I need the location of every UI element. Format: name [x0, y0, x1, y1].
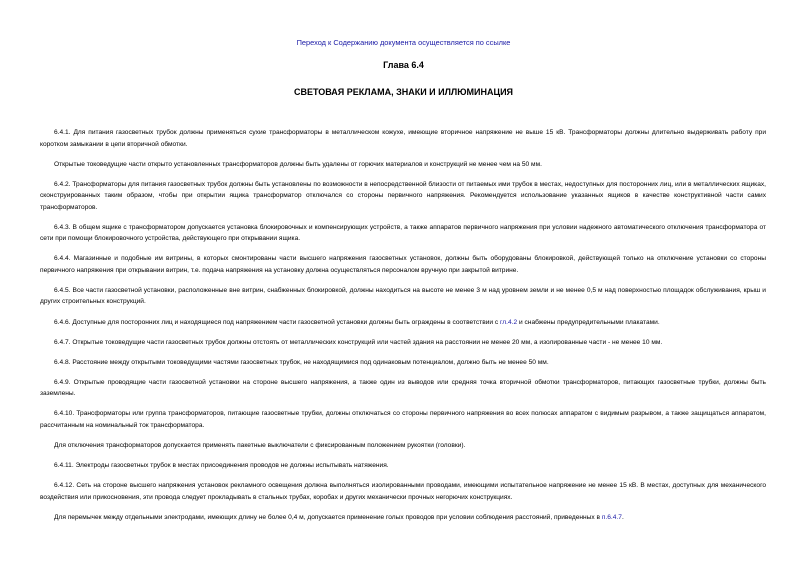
- paragraph-6-4-12-note: [40, 512, 766, 524]
- chapter-heading: Глава 6.4: [383, 60, 424, 70]
- document-body: [40, 127, 766, 532]
- paragraph-6-4-1: 6.4.1. Для питания газосветных трубок должны применяться сухие трансформаторы в металлическом кожухе, имеющие вторичное напряжение не выше 15 кВ. Трансформаторы должны длительно выдерживать работу при коротком замыкании в цепи вторичной обмотки.: [40, 129, 766, 148]
- paragraph-6-4-1-note: Открытые токоведущие части открыто установленных трансформаторов должны быть удалены от горючих материалов и конструкций не менее чем на 50 мм.: [54, 160, 542, 168]
- paragraph-text: .: [621, 513, 624, 521]
- paragraph-6-4-9: 6.4.9. Открытые проводящие части газосветной установки на стороне высшего напряжения, а также один из выводов или средняя точка вторичной обмотки трансформаторов, питающих газосветные трубки, должны быть заземлены.: [40, 378, 766, 398]
- paragraph-6-4-10-note: Для отключения трансформаторов допускается применять пакетные выключатели с фиксированным положением рукоятки (головки).: [54, 442, 466, 450]
- link-p-6-4-7[interactable]: п.6.4.7: [601, 513, 622, 521]
- paragraph-6-4-11: 6.4.11. Электроды газосветных трубок в местах присоединения проводов не должны испытывать натяжения.: [54, 462, 389, 470]
- paragraph-6-4-10: 6.4.10. Трансформаторы или группа трансформаторов, питающие газосветные трубки, должны отключаться со стороны первичного напряжения во всех полюсах аппаратом с видимым разрывом, а также защищаться аппаратом, рассчитанным на номинальный ток трансформатора.: [40, 410, 766, 429]
- paragraph-text: 6.4.6. Доступные для посторонних лиц и находящиеся под напряжением части газосветной установки должны быть ограждены в соответствии с: [54, 318, 501, 326]
- paragraph-6-4-4: 6.4.4. Магазинные и подобные им витрины, в которых смонтированы части высшего напряжения газосветных установок, должны быть оборудованы блокировкой, действующей только на отключение установки со стороны первичного напряжения при открывании витрин, т.е. подача напряжения на установку должна осуществляться персоналом вручную при закрытой витрине.: [40, 255, 766, 274]
- paragraph-6-4-12: 6.4.12. Сеть на стороне высшего напряжения установок рекламного освещения должна выполняться изолированными проводами, имеющими испытательное напряжение не менее 15 кВ. В местах, доступных для механического воздействия или прикосновения, эти провода следует прокладывать в стальных трубах, коробах и других механически прочных негорючих конструкциях.: [40, 482, 766, 501]
- paragraph-text: Для перемычек между отдельными электродами, имеющих длину не более 0,4 м, допускается применение голых проводов при условии соблюдения расстояний, приведенных в: [54, 513, 602, 521]
- toc-link[interactable]: Переход к Содержанию документа осуществляется по ссылке: [296, 38, 511, 47]
- paragraph-6-4-3: 6.4.3. В общем ящике с трансформатором допускается установка блокировочных и компенсирующих устройств, а также аппаратов первичного напряжения при условии надежного автоматического отключения трансформатора от сети при помощи блокировочного устройства, действующего при открывании ящика.: [40, 223, 766, 243]
- section-title: СВЕТОВАЯ РЕКЛАМА, ЗНАКИ И ИЛЛЮМИНАЦИЯ: [293, 87, 514, 97]
- paragraph-6-4-6: [40, 317, 766, 329]
- paragraph-6-4-7: 6.4.7. Открытые токоведущие части газосветных трубок должны отстоять от металлических конструкций или частей здания на расстоянии не менее 20 мм, а изолированные части - не менее 10 мм.: [54, 338, 663, 346]
- paragraph-text: и снабжены предупредительными плакатами.: [517, 318, 660, 326]
- link-gl-4-2[interactable]: гл.4.2: [500, 318, 518, 326]
- paragraph-6-4-2: 6.4.2. Трансформаторы для питания газосветных трубок должны быть установлены по возможности в непосредственной близости от питаемых ими трубок в местах, недоступных для посторонних лиц, или в металлических ящиках, сконструированных таким образом, чтобы при открытии ящика трансформатор отключался со стороны первичного напряжения. Рекомендуется использование указанных ящиков в качестве конструктивной части самих трансформаторов.: [40, 180, 766, 211]
- paragraph-6-4-8: 6.4.8. Расстояние между открытыми токоведущими частями газосветных трубок, не находящимися под одинаковым потенциалом, должно быть не менее 50 мм.: [54, 358, 549, 366]
- paragraph-6-4-5: 6.4.5. Все части газосветной установки, расположенные вне витрин, снабженных блокировкой, должны находиться на высоте не менее 3 м над уровнем земли и не менее 0,5 м над поверхностью площадок обслуживания, крыш и других строительных конструкций.: [40, 286, 766, 306]
